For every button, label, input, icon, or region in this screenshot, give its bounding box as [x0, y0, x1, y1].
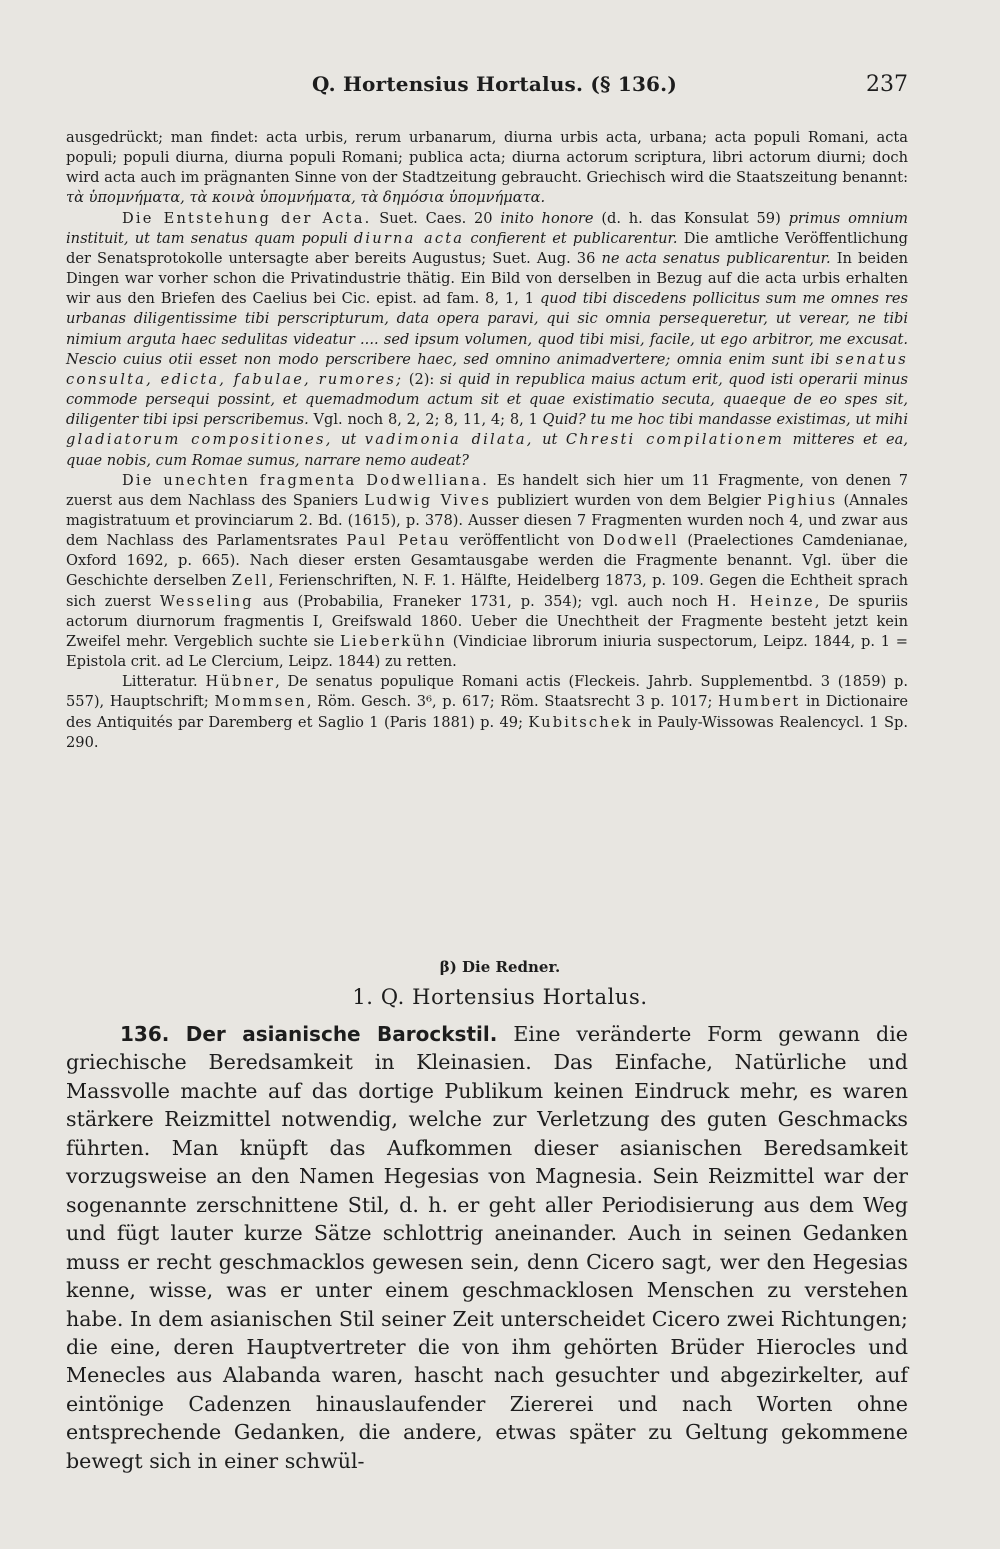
footnote-block: [66, 128, 908, 753]
paragraph-heading: 136. Der asianische Barockstil.: [120, 1022, 498, 1046]
subsection-heading: β) Die Redner.: [439, 958, 561, 976]
subheading-entstehung: Die Entstehung der Acta.: [122, 209, 372, 227]
main-text-block: [66, 1020, 908, 1475]
paragraph-entstehung: Die Entstehung der Acta. Suet. Caes. 20 inito honore (d. h. das Konsulat 59) primus omnium instituit, ut tam senatus quam populi diurna acta confierent et publicarentur. Die amtliche Veröffentlichung der Senatsprotokolle untersagte aber bereits Augustus; Suet. Aug. 36 ne acta senatus publicarentur. In beiden Dingen war vorher schon die Privatindustrie thätig. Ein Bild von derselben in Bezug auf die acta urbis erhalten wir aus den Briefen des Caelius bei Cic. epist. ad fam. 8, 1, 1 quod tibi discedens pollicitus sum me omnes res urbanas diligentissime tibi perscripturum, data opera paravi, qui sic omnia persequeretur, ut verear, ne tibi nimium arguta haec sedulitas videatur .... sed ipsum volumen, quod tibi misi, facile, ut ego arbitror, me excusat. Nescio cuius otii esset non modo perscribere haec, sed omnino animadvertere; omnia enim sunt ibi senatus consulta, edicta, fabulae, rumores; (2): si quid in republica maius actum erit, quod isti operarii minus commode persequi possint, et quemadmodum actum sit et quae existimatio secuta, quaeque de eo spes sit, diligenter tibi ipsi perscribemus. Vgl. noch 8, 2, 2; 8, 11, 4; 8, 1 Quid? tu me hoc tibi mandasse existimas, ut mihi gladiatorum compositiones, ut vadimonia dilata, ut Chresti compilationem mitteres et ea, quae nobis, cum Romae sumus, narrare nemo audeat?: [66, 209, 909, 469]
paragraph-litteratur: Litteratur. Hübner, De senatus populique Romani actis (Fleckeis. Jahrb. Supplementbd. 3 (1859) p. 557), Hauptschrift; Mommsen, Röm. Gesch. 3⁶, p. 617; Röm. Staatsrecht 3 p. 1017; Humbert in Dictionaire des Antiquités par Daremberg et Saglio 1 (Paris 1881) p. 49; Kubitschek in Pauly-Wissowas Realencycl. 1 Sp. 290.: [66, 673, 909, 751]
section-heading: 1. Q. Hortensius Hortalus.: [352, 985, 648, 1009]
paragraph-136: 136. Der asianische Barockstil. Eine veränderte Form gewann die griechische Beredsamkeit in Kleinasien. Das Einfache, Natürliche und Massvolle machte auf das dortige Publikum keinen Eindruck mehr, es waren stärkere Reizmittel notwendig, welche zur Verletzung des guten Geschmacks führten. Man knüpft das Aufkommen dieser asianischen Beredsamkeit vorzugsweise an den Namen Hegesias von Magnesia. Sein Reizmittel war der sogenannte zerschnittene Stil, d. h. er geht aller Periodisierung aus dem Weg und fügt lauter kurze Sätze schlottrig aneinander. Auch in seinen Gedanken muss er recht geschmacklos gewesen sein, denn Cicero sagt, wer den Hegesias kenne, wisse, was er unter einem geschmacklosen Menschen zu verstehen habe. In dem asianischen Stil seiner Zeit unterscheidet Cicero zwei Richtungen; die eine, deren Hauptvertreter die von ihm gehörten Brüder Hierocles und Menecles aus Alabanda waren, hascht nach gesuchter und abgezirkelter, auf eintönige Cadenzen hinauslaufender Ziererei und nach Worten ohne entsprechende Gedanken, die andere, etwas später zu Geltung gekommene bewegt sich in einer schwül-: [66, 1022, 908, 1473]
running-title: Q. Hortensius Hortalus. (§ 136.): [312, 72, 678, 96]
paragraph-fragmenta: Die unechten fragmenta Dodwelliana. Es handelt sich hier um 11 Fragmente, von denen 7 zuerst aus dem Nachlass des Spaniers Ludwig Vives publiziert wurden von dem Belgier Pighius (Annales magistratuum et provinciarum 2. Bd. (1615), p. 378). Ausser diesen 7 Fragmenten wurden noch 4, und zwar aus dem Nachlass des Parlamentsrates Paul Petau veröffentlicht von Dodwell (Praelectiones Camdenianae, Oxford 1692, p. 665). Nach dieser ersten Gesamtausgabe werden die Fragmente benannt. Vgl. über die Geschichte derselben Zell, Ferienschriften, N. F. 1. Hälfte, Heidelberg 1873, p. 109. Gegen die Echtheit sprach sich zuerst Wesseling aus (Probabilia, Franeker 1731, p. 354); vgl. auch noch H. Heinze, De spuriis actorum diurnorum fragmentis I, Greifswald 1860. Ueber die Unechtheit der Fragmente besteht jetzt kein Zweifel mehr. Vergeblich suchte sie Lieberkühn (Vindiciae librorum iniuria suspectorum, Leipz. 1844, p. 1 = Epistola crit. ad Le Clercium, Leipz. 1844) zu retten.: [66, 471, 908, 671]
running-header: [66, 72, 908, 102]
paragraph-acta-terms: ausgedrückt; man findet: acta urbis, rerum urbanarum, diurna urbis acta, urbana; acta populi Romani, acta populi; populi diurna, diurna populi Romani; publica acta; diurna actorum scriptura, libri actorum diurni; doch wird acta auch im prägnanten Sinne von der Stadtzeitung gebraucht. Griechisch wird die Staatszeitung benannt: τὰ ὑπομνήματα, τὰ κοινὰ ὑπομνήματα, τὰ δημόσια ὑπομνήματα.: [66, 129, 908, 207]
page-number: 237: [866, 72, 908, 97]
subheading-litteratur: Litteratur.: [122, 673, 198, 691]
subheading-fragmenta: Die unechten fragmenta Dodwelliana.: [122, 471, 490, 489]
